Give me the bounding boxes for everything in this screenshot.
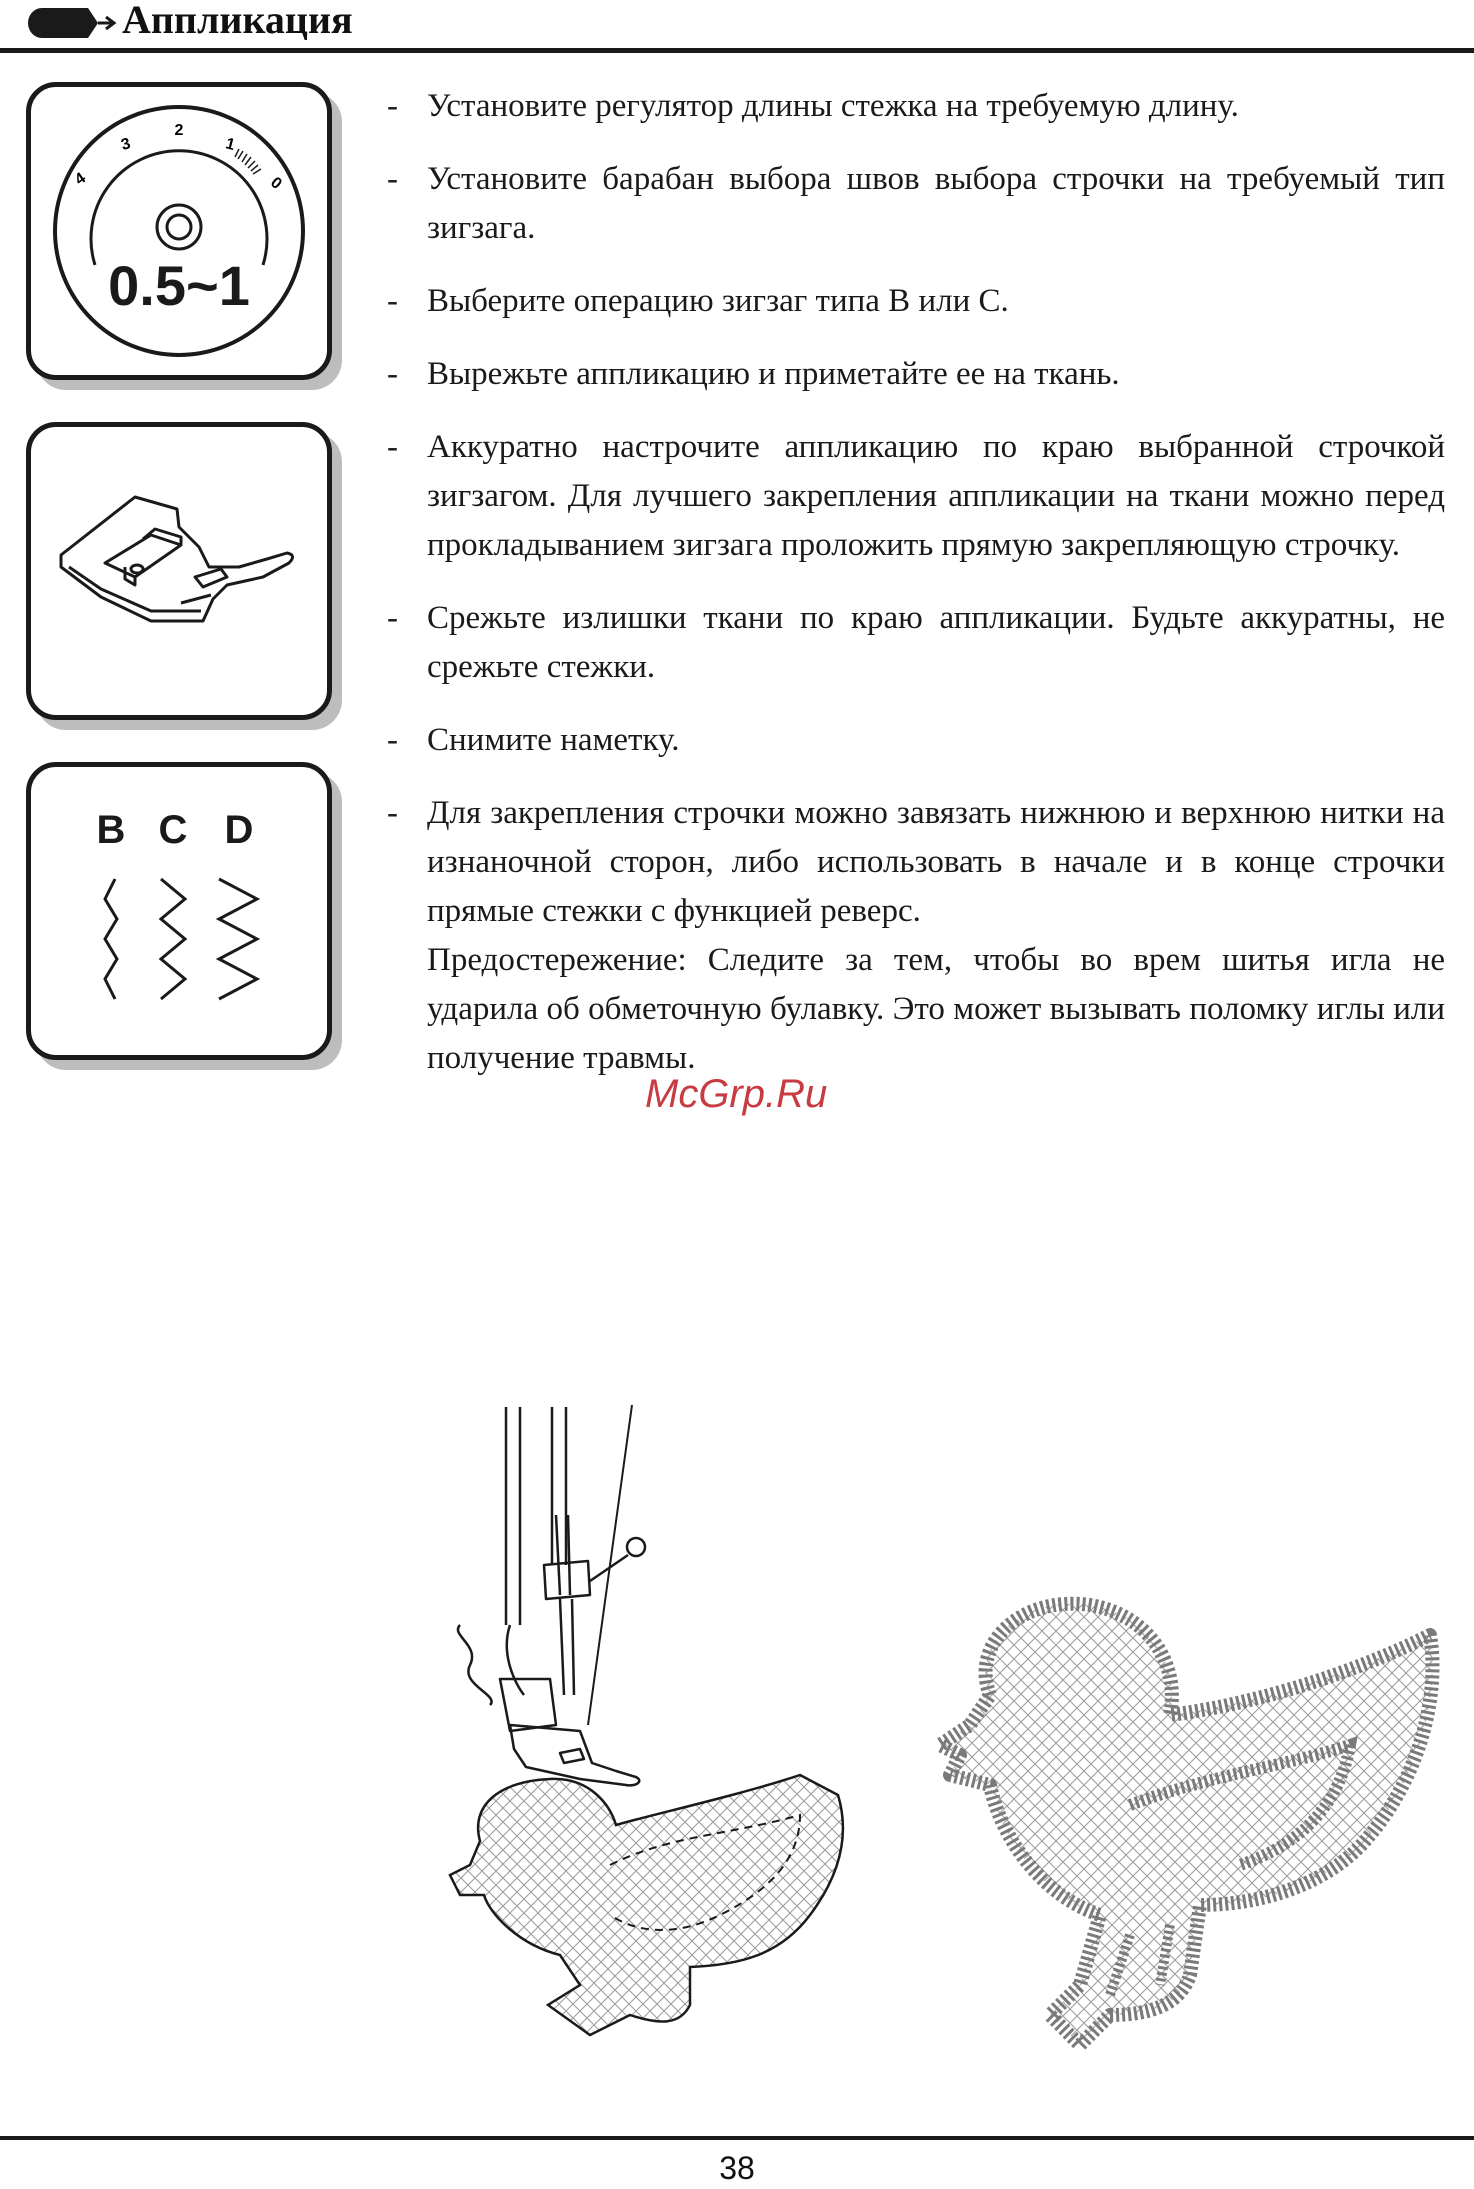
stitch-pattern-icon: [31, 767, 327, 1055]
page-title: Аппликация: [122, 0, 353, 42]
stitch-length-dial-box: [26, 82, 332, 380]
stitch-letter-c: C: [158, 808, 188, 852]
finished-appliqué-illustration: [930, 1575, 1450, 2075]
dial-number-0: 0: [267, 174, 285, 193]
duck-zigzag-edge: [940, 1604, 1433, 2045]
sewing-appliqué-illustration: [440, 1395, 910, 2065]
caution-note: Предостережение: Следите за тем, чтобы во врем шитья игла не ударила об обметочную булавку. Это может вызывать поломку иглы или получение травмы.: [427, 942, 1445, 1076]
instruction-item: [385, 155, 1445, 253]
header-divider: [0, 48, 1474, 53]
instruction-text: Установите барабан выбора швов выбора строчки на требуемый тип зигзага.: [427, 161, 1445, 246]
stitch-letter-b: B: [96, 808, 126, 852]
bullet-dash: -: [387, 356, 398, 392]
bullet-dash: -: [387, 429, 398, 465]
instruction-item: [385, 277, 1445, 326]
zigzag-presser-foot-icon: [31, 427, 327, 715]
zigzag-c-line: [161, 879, 185, 999]
instruction-text: Аккуратно настрочите аппликацию по краю выбранной строчкой зигзагом. Для лучшего закрепления аппликации на ткани можно перед прокладыванием зигзага проложить прямую закрепляющую строчку.: [427, 429, 1445, 563]
bullet-dash: -: [387, 722, 398, 758]
instruction-item: [385, 350, 1445, 399]
page-number: 38: [719, 2150, 755, 2186]
dial-number-1: 1: [223, 135, 237, 155]
duck-appliqué-shape: [450, 1775, 843, 2035]
bullet-dash: -: [387, 88, 398, 124]
bullet-dash: -: [387, 600, 398, 636]
instruction-text: Срежьте излишки ткани по краю аппликации. Будьте аккуратны, не срежьте стежки.: [427, 600, 1445, 685]
watermark: McGrp.Ru: [645, 1072, 828, 1116]
page-header: [0, 0, 1474, 56]
bullet-dash: -: [387, 795, 398, 831]
instruction-item: [385, 716, 1445, 765]
instruction-item: [385, 423, 1445, 570]
bullet-dash: -: [387, 161, 398, 197]
instruction-item: [385, 82, 1445, 131]
footer-divider: [0, 2136, 1474, 2140]
instruction-text: Установите регулятор длины стежка на требуемую длину.: [427, 88, 1239, 124]
instruction-list: [385, 82, 1445, 1107]
instruction-text: Для закрепления строчки можно завязать нижнюю и верхнюю нитки на изнаночной сторон, либо использовать в начале и в конце строчки прямые стежки с функцией реверс.: [427, 795, 1445, 929]
instruction-item: [385, 594, 1445, 692]
instruction-text: Вырежьте аппликацию и приметайте ее на ткань.: [427, 356, 1120, 392]
stitch-pattern-box: [26, 762, 332, 1060]
dial-number-2: 2: [174, 122, 184, 139]
stitch-letter-d: D: [224, 808, 254, 852]
section-marker-icon: [28, 6, 122, 40]
instruction-text: Выберите операцию зигзаг типа B или C.: [427, 283, 1009, 319]
bullet-dash: -: [387, 283, 398, 319]
dial-number-3: 3: [119, 135, 133, 155]
presser-foot-box: [26, 422, 332, 720]
zigzag-d-line: [219, 879, 257, 999]
instruction-text: Снимите наметку.: [427, 722, 680, 758]
instruction-item: [385, 789, 1445, 1083]
dial-number-4: 4: [71, 169, 89, 189]
zigzag-b-line: [105, 879, 117, 999]
stitch-length-dial-icon: [31, 87, 327, 375]
dial-setting-value: 0.5~1: [108, 254, 250, 317]
